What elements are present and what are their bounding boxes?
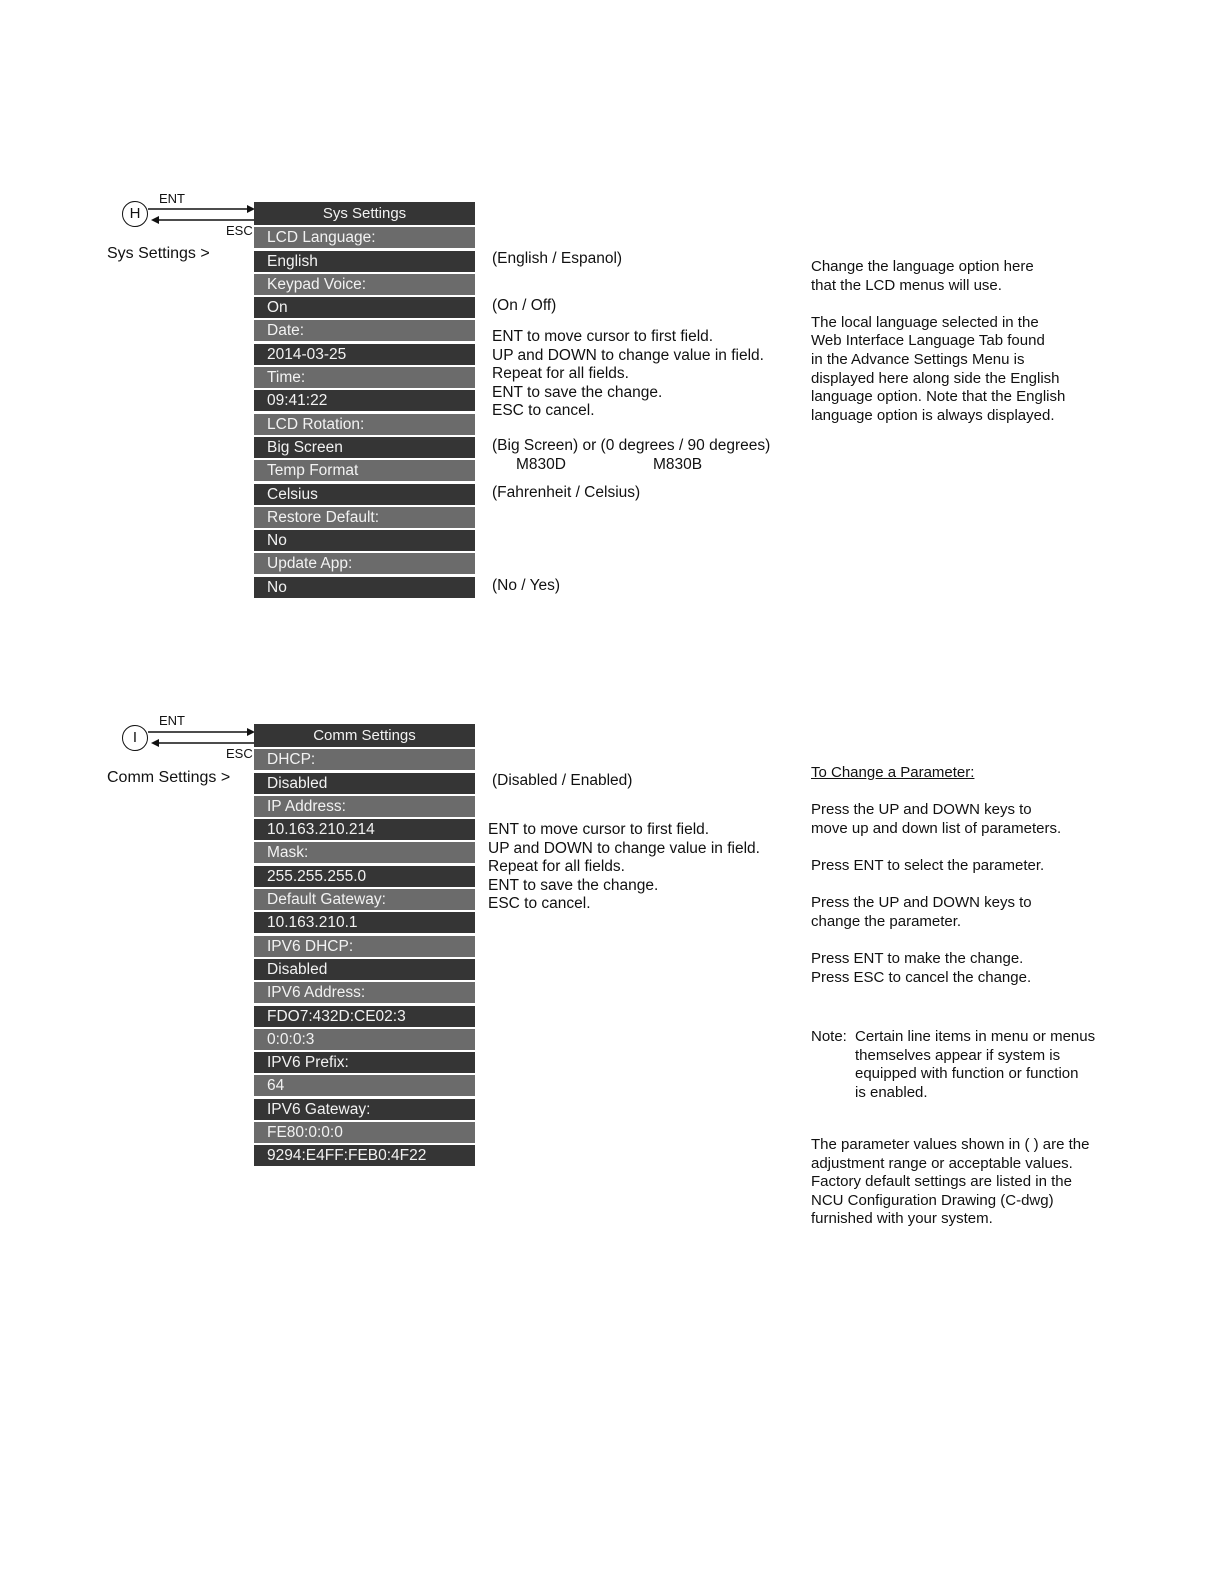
temp-options-note: (Fahrenheit / Celsius): [492, 484, 641, 501]
menu-row[interactable]: Disabled: [254, 773, 475, 794]
menu-row[interactable]: IPV6 Gateway:: [254, 1099, 475, 1120]
menu-row[interactable]: 255.255.255.0: [254, 866, 475, 887]
esc-label: ESC: [226, 746, 253, 761]
note-line: is enabled.: [855, 1083, 928, 1101]
instruction-line: ENT to save the change.: [492, 383, 663, 401]
help-line: Press ENT to select the parameter.: [811, 856, 1045, 874]
values-line: furnished with your system.: [811, 1210, 993, 1228]
menu-row[interactable]: 09:41:22: [254, 390, 475, 411]
help-line: Press the UP and DOWN keys to: [811, 801, 1032, 819]
node-i-circle: I: [122, 725, 148, 751]
menu-row[interactable]: 2014-03-25: [254, 344, 475, 365]
ent-esc-arrows: [148, 200, 258, 228]
instruction-line: ENT to save the change.: [488, 876, 659, 894]
help-line: move up and down list of parameters.: [811, 819, 1062, 837]
menu-row[interactable]: Big Screen: [254, 437, 475, 458]
side-line: displayed here along side the English: [811, 369, 1060, 387]
side-line: Web Interface Language Tab found: [811, 332, 1045, 350]
rotation-model-b: M830B: [653, 456, 703, 473]
dhcp-options-note: (Disabled / Enabled): [492, 772, 633, 789]
menu-row[interactable]: FE80:0:0:0: [254, 1122, 475, 1143]
comm-settings-menu: [254, 724, 475, 1166]
instruction-line: ENT to move cursor to first field.: [492, 328, 714, 345]
side-line: [811, 295, 1065, 314]
node-h-circle: H: [122, 201, 148, 227]
sys-settings-menu: [254, 202, 475, 598]
menu-row[interactable]: No: [254, 577, 475, 598]
note-line: equipped with function or function: [855, 1065, 1079, 1083]
menu-row[interactable]: Time:: [254, 367, 475, 388]
instruction-line: ESC to cancel.: [488, 895, 591, 913]
sys-settings-breadcrumb: Sys Settings >: [107, 245, 210, 262]
menu-row[interactable]: Update App:: [254, 553, 475, 574]
menu-row[interactable]: Celsius: [254, 484, 475, 505]
values-line: adjustment range or acceptable values.: [811, 1154, 1073, 1172]
instruction-line: UP and DOWN to change value in field.: [488, 839, 760, 857]
language-options-note: (English / Espanol): [492, 250, 623, 267]
menu-row[interactable]: Temp Format: [254, 460, 475, 481]
help-heading: To Change a Parameter:: [811, 764, 975, 781]
side-line: language option is always displayed.: [811, 406, 1055, 424]
menu-row[interactable]: FDO7:432D:CE02:3: [254, 1006, 475, 1027]
menu-row[interactable]: Restore Default:: [254, 507, 475, 528]
side-line: The local language selected in the: [811, 313, 1039, 331]
menu-row[interactable]: IPV6 Prefix:: [254, 1052, 475, 1073]
help-line: Press the UP and DOWN keys to: [811, 894, 1032, 912]
esc-label: ESC: [226, 223, 253, 238]
note-text: [855, 1028, 1095, 1102]
side-line: that the LCD menus will use.: [811, 276, 1002, 294]
menu-row[interactable]: 0:0:0:3: [254, 1029, 475, 1050]
values-line: NCU Configuration Drawing (C-dwg): [811, 1191, 1054, 1209]
instruction-line: ENT to move cursor to first field.: [488, 821, 710, 838]
ent-label: ENT: [159, 713, 185, 728]
menu-row[interactable]: LCD Language:: [254, 227, 475, 248]
side-line: language option. Note that the English: [811, 388, 1066, 406]
menu-row[interactable]: IPV6 DHCP:: [254, 936, 475, 957]
menu-row[interactable]: Mask:: [254, 842, 475, 863]
menu-row[interactable]: Keypad Voice:: [254, 274, 475, 295]
menu-row[interactable]: No: [254, 530, 475, 551]
menu-row[interactable]: 64: [254, 1075, 475, 1096]
parameter-values-note: [811, 1136, 1089, 1229]
menu-row[interactable]: DHCP:: [254, 749, 475, 770]
menu-title: Comm Settings: [254, 724, 475, 747]
menu-row[interactable]: Disabled: [254, 959, 475, 980]
comm-settings-breadcrumb: Comm Settings >: [107, 769, 231, 786]
instruction-line: Repeat for all fields.: [492, 365, 629, 383]
menu-row[interactable]: IP Address:: [254, 796, 475, 817]
values-line: Factory default settings are listed in the: [811, 1173, 1072, 1191]
date-instructions: [492, 328, 764, 421]
side-line: in the Advance Settings Menu is: [811, 350, 1025, 368]
menu-row[interactable]: LCD Rotation:: [254, 414, 475, 435]
voice-options-note: (On / Off): [492, 297, 557, 314]
help-line: change the parameter.: [811, 912, 962, 930]
menu-row[interactable]: Default Gateway:: [254, 889, 475, 910]
help-line: Press ENT to make the change.: [811, 949, 1024, 967]
ip-instructions: [488, 821, 760, 914]
ent-esc-arrows: [148, 723, 258, 751]
rotation-options-note: (Big Screen) or (0 degrees / 90 degrees): [492, 437, 771, 454]
help-line: Press ESC to cancel the change.: [811, 968, 1032, 986]
instruction-line: UP and DOWN to change value in field.: [492, 346, 764, 364]
menu-title: Sys Settings: [254, 202, 475, 225]
menu-row[interactable]: 10.163.210.214: [254, 819, 475, 840]
menu-row[interactable]: Date:: [254, 320, 475, 341]
menu-row[interactable]: English: [254, 251, 475, 272]
menu-row[interactable]: On: [254, 297, 475, 318]
change-parameter-help: [811, 764, 1061, 987]
instruction-line: ESC to cancel.: [492, 402, 595, 420]
menu-row[interactable]: 10.163.210.1: [254, 912, 475, 933]
side-line: Change the language option here: [811, 258, 1034, 275]
language-side-note: [811, 258, 1065, 425]
menu-row[interactable]: 9294:E4FF:FEB0:4F22: [254, 1145, 475, 1166]
update-options-note: (No / Yes): [492, 577, 561, 594]
instruction-line: Repeat for all fields.: [488, 858, 625, 876]
ent-label: ENT: [159, 191, 185, 206]
note-line: themselves appear if system is: [855, 1046, 1061, 1064]
menu-row[interactable]: IPV6 Address:: [254, 982, 475, 1003]
note-label: Note:: [811, 1028, 847, 1045]
note-line: Certain line items in menu or menus: [855, 1028, 1096, 1045]
values-line: The parameter values shown in ( ) are the: [811, 1136, 1090, 1153]
rotation-model-a: M830D: [516, 456, 566, 473]
